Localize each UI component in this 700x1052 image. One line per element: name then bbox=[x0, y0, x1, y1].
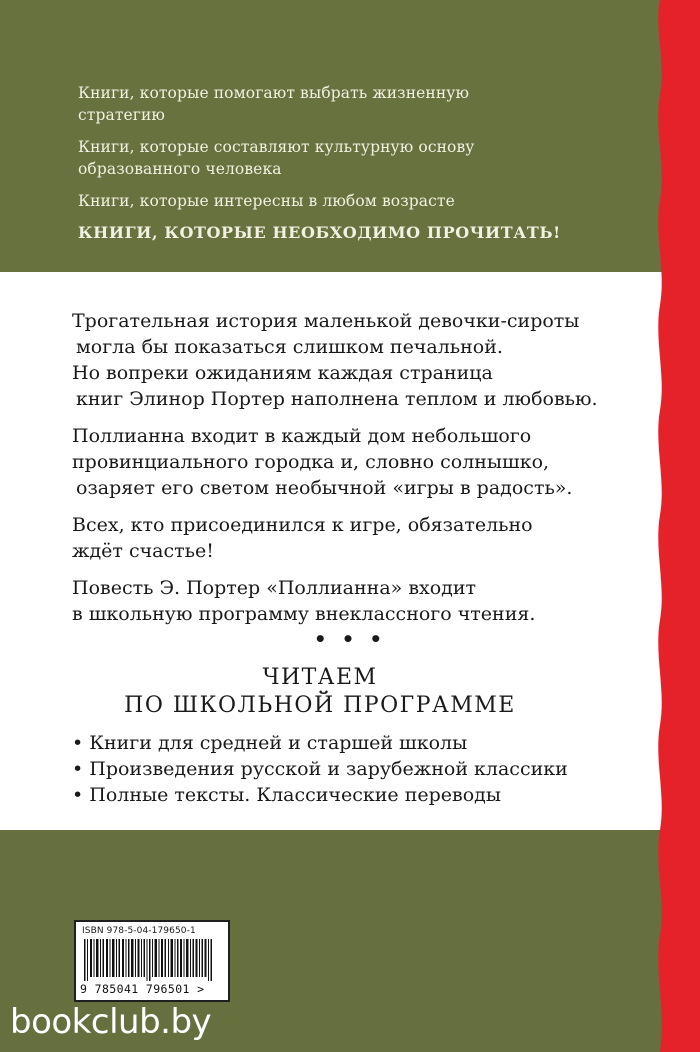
bullet-item: • Произведения русской и зарубежной классики bbox=[72, 756, 632, 782]
barcode-digits: 9 785041 796501 > bbox=[80, 982, 205, 996]
barcode-bars bbox=[82, 939, 222, 981]
text-line: Поллианна входит в каждый дом небольшого bbox=[72, 425, 532, 447]
text-line: Но вопреки ожиданиям каждая страница bbox=[72, 362, 493, 384]
site-watermark: bookclub.by bbox=[10, 1002, 212, 1042]
bullet-item: • Книги для средней и старшей школы bbox=[72, 730, 632, 756]
top-olive-band bbox=[0, 0, 700, 272]
feature-line: образованного человека bbox=[78, 160, 282, 178]
text-line: озаряет его светом необычной «игры в радость». bbox=[76, 477, 573, 499]
feature-item bbox=[78, 190, 598, 212]
feature-line: Книги, которые интересны в любом возрасте bbox=[78, 192, 455, 210]
text-line: в школьную программу внеклассного чтения. bbox=[72, 603, 536, 625]
description-paragraph bbox=[72, 512, 632, 564]
bullet-item: • Полные тексты. Классические переводы bbox=[72, 782, 632, 808]
series-bullet-list bbox=[72, 730, 632, 808]
top-feature-list bbox=[78, 82, 598, 244]
description-paragraph bbox=[72, 575, 632, 627]
description-panel bbox=[0, 272, 700, 830]
text-line: Трогательная история маленькой девочки-сироты bbox=[72, 310, 580, 332]
series-title-line: ПО ШКОЛЬНОЙ ПРОГРАММЕ bbox=[124, 693, 516, 718]
text-line: Повесть Э. Портер «Поллианна» входит bbox=[72, 577, 477, 599]
text-line: провинциального городка и, словно солнышко, bbox=[72, 451, 550, 473]
separator-dots: • • • bbox=[313, 627, 387, 651]
description-paragraph bbox=[72, 423, 632, 501]
isbn-label: ISBN 978-5-04-179650-1 bbox=[82, 926, 196, 936]
text-line: Всех, кто присоединился к игре, обязательно bbox=[72, 514, 533, 536]
description-paragraph bbox=[72, 308, 632, 412]
feature-line: стратегию bbox=[78, 106, 166, 124]
tagline: КНИГИ, КОТОРЫЕ НЕОБХОДИМО ПРОЧИТАТЬ! bbox=[78, 223, 561, 242]
feature-item bbox=[78, 136, 598, 180]
description-text bbox=[72, 308, 632, 638]
feature-line: Книги, которые составляют культурную основу bbox=[78, 138, 475, 156]
feature-item bbox=[78, 82, 598, 126]
series-title-line: ЧИТАЕМ bbox=[262, 665, 378, 690]
feature-line: Книги, которые помогают выбрать жизненную bbox=[78, 84, 470, 102]
text-line: ждёт счастье! bbox=[72, 540, 214, 562]
red-wavy-edge bbox=[650, 0, 700, 1052]
isbn-barcode bbox=[74, 920, 230, 1002]
text-line: могла бы показаться слишком печальной. bbox=[76, 336, 503, 358]
series-title bbox=[0, 664, 640, 720]
text-line: книг Элинор Портер наполнена теплом и любовью. bbox=[76, 388, 598, 410]
